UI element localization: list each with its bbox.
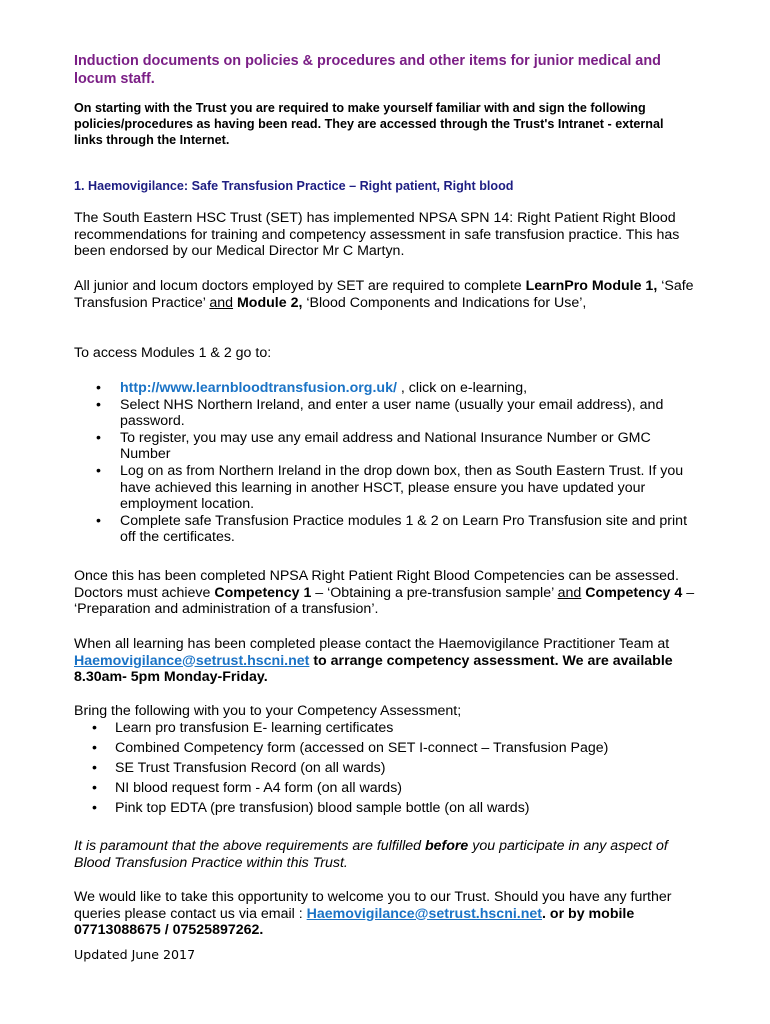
competency-4-label: Competency 4	[585, 584, 683, 601]
updated-date: Updated June 2017	[74, 947, 196, 962]
paragraph-paramount: It is paramount that the above requirements are fulfilled before you participate in any aspect of Blood Transfusion Practice within this Trust.	[74, 838, 668, 871]
access-steps-list	[74, 380, 699, 546]
bullet-icon: •	[96, 380, 101, 396]
paragraph-competencies: Once this has been completed NPSA Right Patient Right Blood Competencies can be assessed. Doctors must achieve Competency 1 – ‘Obtaining a pre-transfusion sample’ and Competency 4 – ‘Preparation and administration of a transfusion’.	[74, 568, 695, 617]
intro-paragraph: On starting with the Trust you are required to make yourself familiar with and sign the following policies/procedures as having been read. They are accessed through the Trust's Intranet - external links through the Internet.	[74, 101, 664, 147]
bullet-icon: •	[92, 759, 97, 776]
paragraph-access: To access Modules 1 & 2 go to:	[74, 345, 272, 361]
paragraph-spn14: The South Eastern HSC Trust (SET) has implemented NPSA SPN 14: Right Patient Right Blood recommendations for training and competency assessment in safe transfusion practice. This has been endorsed by our Medical Director Mr C Martyn.	[74, 210, 680, 259]
bullet-icon: •	[92, 799, 97, 816]
list-item: • Pink top EDTA (pre transfusion) blood sample bottle (on all wards)	[92, 799, 530, 816]
module-1-label: LearnPro Module 1,	[525, 278, 658, 294]
section-1-title: 1. Haemovigilance: Safe Transfusion Practice – Right patient, Right blood	[74, 179, 514, 193]
bullet-icon: •	[96, 396, 101, 413]
list-item: • Log on as from Northern Ireland in the drop down box, then as South Eastern Trust. If you have achieved this learning in another HSCT, please ensure you have updated your employment location.	[96, 462, 684, 513]
bullet-icon: •	[92, 720, 97, 736]
paragraph-bring: Bring the following with you to your Competency Assessment;	[74, 703, 462, 719]
competency-1-label: Competency 1	[214, 584, 312, 601]
bullet-icon: •	[92, 779, 97, 796]
haemovigilance-email-link-2[interactable]: Haemovigilance@setrust.hscni.net	[306, 905, 543, 922]
learnbloodtransfusion-link[interactable]: http://www.learnbloodtransfusion.org.uk/	[120, 380, 397, 396]
list-item: • Select NHS Northern Ireland, and enter a user name (usually your email address), and password.	[96, 396, 664, 430]
paragraph-welcome: We would like to take this opportunity to welcome you to our Trust. Should you have any further queries please contact us via email : Haemovigilance@setrust.hscni.net. or by mobile 07713088675 / 07525897262.	[74, 889, 672, 938]
list-item: • http://www.learnbloodtransfusion.org.uk/ , click on e-learning,	[96, 380, 528, 396]
list-item: • NI blood request form - A4 form (on all wards)	[92, 779, 403, 796]
bring-items-list	[74, 720, 699, 819]
bullet-icon: •	[96, 462, 101, 479]
list-item: • Learn pro transfusion E- learning certificates	[92, 720, 394, 736]
bullet-icon: •	[96, 512, 101, 529]
list-item: • To register, you may use any email address and National Insurance Number or GMC Number	[96, 429, 651, 463]
module-2-label: Module 2,	[236, 294, 303, 311]
haemovigilance-email-link[interactable]: Haemovigilance@setrust.hscni.net	[74, 652, 310, 669]
paragraph-learnpro: All junior and locum doctors employed by SET are required to complete LearnPro Module 1, ‘Safe Transfusion Practice’ and Module 2, ‘Blood Components and Indications for Use’,	[74, 278, 694, 311]
list-item: • SE Trust Transfusion Record (on all wards)	[92, 759, 386, 776]
bullet-icon: •	[96, 429, 101, 446]
document-heading: Induction documents on policies & procedures and other items for junior medical and locum staff.	[74, 53, 661, 87]
list-item: • Combined Competency form (accessed on SET I-connect – Transfusion Page)	[92, 739, 609, 756]
list-item: • Complete safe Transfusion Practice modules 1 & 2 on Learn Pro Transfusion site and print off the certificates.	[96, 512, 688, 546]
bullet-icon: •	[92, 739, 97, 756]
paragraph-contact-team: When all learning has been completed please contact the Haemovigilance Practitioner Team at Haemovigilance@setrust.hscni.net to arrange competency assessment. We are available 8.30am- 5pm Monday-Friday.	[74, 636, 673, 685]
